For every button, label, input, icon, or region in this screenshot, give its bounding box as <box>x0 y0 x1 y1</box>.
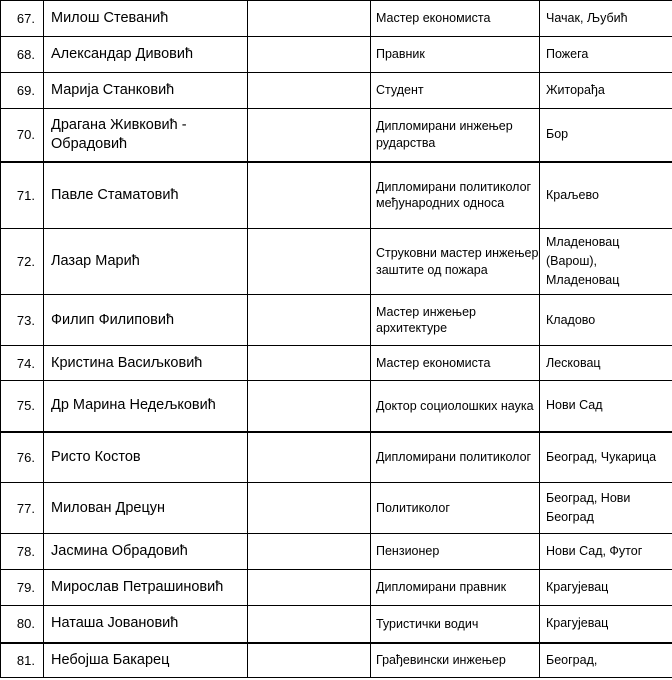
table-row <box>1 570 672 606</box>
row-number: 68. <box>1 37 44 73</box>
empty-cell <box>248 483 371 534</box>
candidate-name: Александар Дивовић <box>44 37 248 73</box>
residence: Бор <box>540 109 672 162</box>
empty-cell <box>248 73 371 109</box>
row-number: 67. <box>1 1 44 37</box>
occupation: Пензионер <box>371 534 540 570</box>
empty-cell <box>248 534 371 570</box>
empty-cell <box>248 109 371 162</box>
candidate-name: Небојша Бакарец <box>44 643 248 678</box>
table-row <box>1 643 672 678</box>
occupation: Дипломирани инжењер рударства <box>371 109 540 162</box>
residence: Крагујевац <box>540 570 672 606</box>
occupation: Студент <box>371 73 540 109</box>
table-row <box>1 606 672 643</box>
empty-cell <box>248 295 371 346</box>
residence: Београд, <box>540 643 672 678</box>
residence: Београд, Чукарица <box>540 432 672 483</box>
candidate-name: Мирослав Петрашиновић <box>44 570 248 606</box>
candidate-name: Јасмина Обрадовић <box>44 534 248 570</box>
table-row <box>1 295 672 346</box>
row-number: 75. <box>1 381 44 432</box>
occupation: Мастер економиста <box>371 346 540 381</box>
empty-cell <box>248 643 371 678</box>
row-number: 71. <box>1 162 44 229</box>
table-row <box>1 229 672 295</box>
candidate-name: Павле Стаматовић <box>44 162 248 229</box>
candidate-name: Милован Дрецун <box>44 483 248 534</box>
candidate-name: Кристина Васиљковић <box>44 346 248 381</box>
residence: Пожега <box>540 37 672 73</box>
table-row <box>1 73 672 109</box>
table-row <box>1 346 672 381</box>
candidate-name: Ристо Костов <box>44 432 248 483</box>
residence: Београд, Нови Београд <box>540 483 672 534</box>
residence: Чачак, Љубић <box>540 1 672 37</box>
empty-cell <box>248 37 371 73</box>
row-number: 72. <box>1 229 44 295</box>
table-row <box>1 483 672 534</box>
candidate-name: Марија Станковић <box>44 73 248 109</box>
candidate-name: Др Марина Недељковић <box>44 381 248 432</box>
empty-cell <box>248 606 371 643</box>
row-number: 76. <box>1 432 44 483</box>
residence: Житорађа <box>540 73 672 109</box>
occupation: Мастер економиста <box>371 1 540 37</box>
table-row <box>1 109 672 162</box>
occupation: Дипломирани политиколог међународних односа <box>371 162 540 229</box>
row-number: 77. <box>1 483 44 534</box>
table-row <box>1 432 672 483</box>
row-number: 80. <box>1 606 44 643</box>
table-row <box>1 37 672 73</box>
candidate-name: Лазар Марић <box>44 229 248 295</box>
table-row <box>1 1 672 37</box>
empty-cell <box>248 1 371 37</box>
residence: Краљево <box>540 162 672 229</box>
candidate-name: Филип Филиповић <box>44 295 248 346</box>
row-number: 79. <box>1 570 44 606</box>
occupation: Доктор социолошких наука <box>371 381 540 432</box>
occupation: Дипломирани правник <box>371 570 540 606</box>
empty-cell <box>248 381 371 432</box>
occupation: Мастер инжењер архитектуре <box>371 295 540 346</box>
occupation: Туристички водич <box>371 606 540 643</box>
table-row <box>1 381 672 432</box>
empty-cell <box>248 229 371 295</box>
candidate-table-body <box>1 1 672 678</box>
candidate-name: Милош Стеванић <box>44 1 248 37</box>
row-number: 74. <box>1 346 44 381</box>
residence: Младеновац (Варош), Младеновац <box>540 229 672 295</box>
row-number: 81. <box>1 643 44 678</box>
table-row <box>1 162 672 229</box>
row-number: 69. <box>1 73 44 109</box>
residence: Крагујевац <box>540 606 672 643</box>
candidate-name: Наташа Јовановић <box>44 606 248 643</box>
occupation: Струковни мастер инжењер заштите од пожара <box>371 229 540 295</box>
row-number: 73. <box>1 295 44 346</box>
table-row <box>1 534 672 570</box>
row-number: 70. <box>1 109 44 162</box>
residence: Нови Сад, Футог <box>540 534 672 570</box>
row-number: 78. <box>1 534 44 570</box>
residence: Лесковац <box>540 346 672 381</box>
empty-cell <box>248 162 371 229</box>
residence: Нови Сад <box>540 381 672 432</box>
empty-cell <box>248 346 371 381</box>
empty-cell <box>248 432 371 483</box>
occupation: Грађевински инжењер <box>371 643 540 678</box>
occupation: Правник <box>371 37 540 73</box>
occupation: Дипломирани политиколог <box>371 432 540 483</box>
residence: Кладово <box>540 295 672 346</box>
occupation: Политиколог <box>371 483 540 534</box>
candidate-name: Драгана Живковић - Обрадовић <box>44 109 248 162</box>
empty-cell <box>248 570 371 606</box>
